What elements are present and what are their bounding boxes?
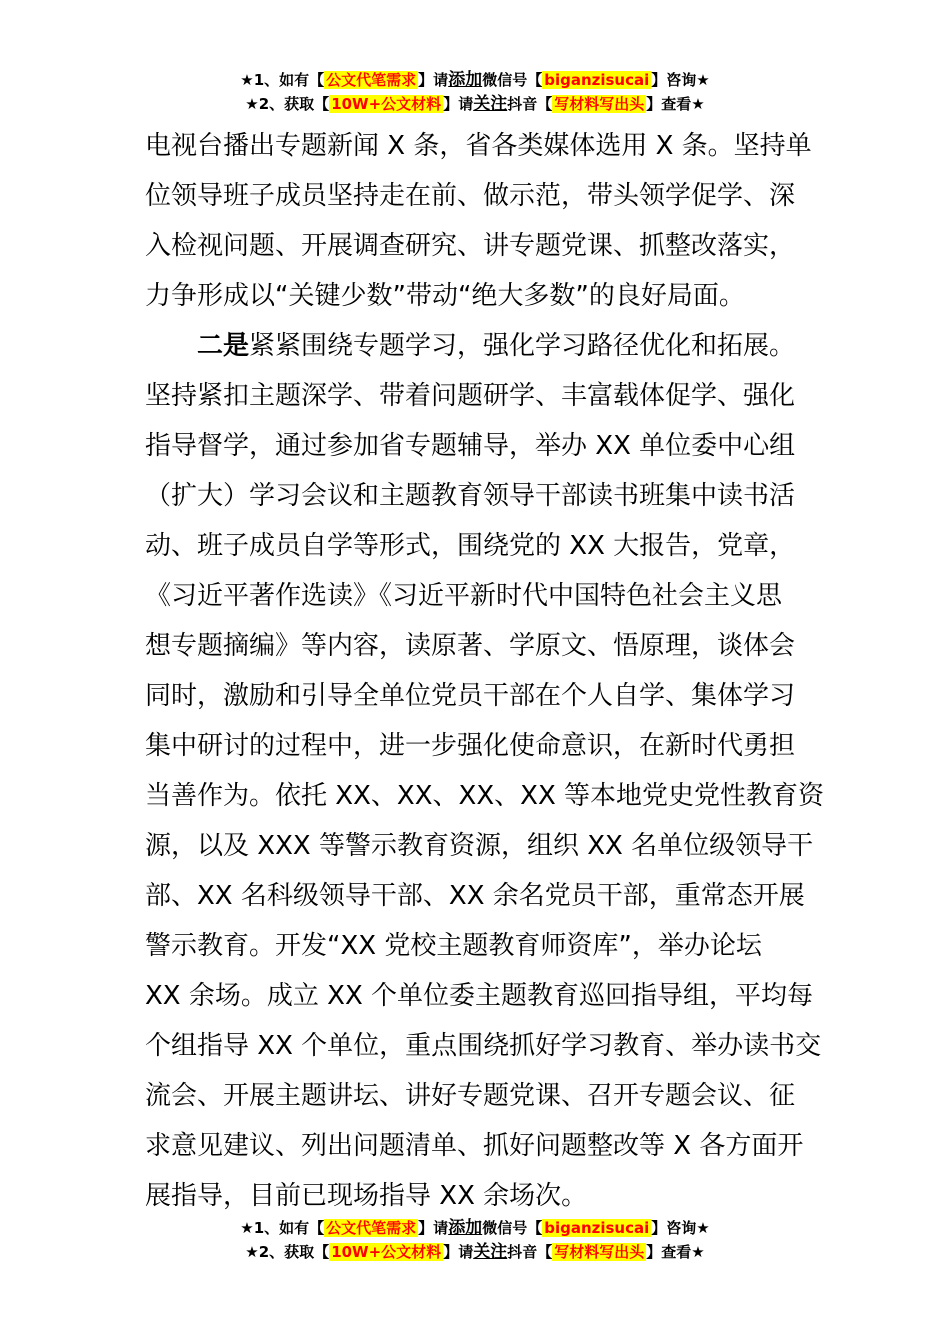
banner-text: 】请 xyxy=(418,1219,449,1237)
text-line: 当善作为。依托 XX、XX、XX、XX 等本地党史党性教育资 xyxy=(145,781,825,811)
text-line: 力争形成以“关键少数”带动“绝大多数”的良好局面。 xyxy=(145,281,745,311)
banner-underline: 关注 xyxy=(473,1242,508,1262)
banner-line-2 xyxy=(0,92,950,116)
banner-text: ★1、如有【 xyxy=(240,1219,325,1237)
text-fragment: 紧紧围绕专题学习，强化学习路径优化和拓展。 xyxy=(249,331,796,361)
text-line: 部、XX 名科级领导干部、XX 余名党员干部，重常态开展 xyxy=(145,881,805,911)
text-line: 电视台播出专题新闻 X 条，省各类媒体选用 X 条。坚持单 xyxy=(145,131,812,161)
text-line: 《习近平著作选读》《习近平新时代中国特色社会主义思 xyxy=(145,581,783,611)
banner-highlight: 10W+公文材料 xyxy=(331,1243,442,1261)
banner-text: 】请 xyxy=(418,71,449,89)
document-body xyxy=(145,121,825,1221)
banner-line-1 xyxy=(0,68,950,92)
banner-highlight: 公文代笔需求 xyxy=(326,71,417,89)
banner-underline: 添加 xyxy=(448,70,483,90)
banner-text: 微信号【 xyxy=(482,71,543,89)
banner-text: 】咨询★ xyxy=(651,1219,710,1237)
header-banner xyxy=(0,68,950,116)
banner-text: ★1、如有【 xyxy=(240,71,325,89)
banner-text: 】查看★ xyxy=(646,1243,705,1261)
banner-highlight: biganzisucai xyxy=(544,71,650,89)
banner-text: 微信号【 xyxy=(482,1219,543,1237)
banner-highlight: biganzisucai xyxy=(544,1219,650,1237)
banner-text: 抖音【 xyxy=(507,1243,553,1261)
banner-text: ★2、获取【 xyxy=(245,1243,330,1261)
banner-text: 】查看★ xyxy=(646,95,705,113)
text-line: 坚持紧扣主题深学、带着问题研学、丰富载体促学、强化 xyxy=(145,381,796,411)
text-line: 求意见建议、列出问题清单、抓好问题整改等 X 各方面开 xyxy=(145,1131,804,1161)
text-line: 指导督学，通过参加省专题辅导，举办 XX 单位委中心组 xyxy=(145,431,796,461)
banner-text: 抖音【 xyxy=(507,95,553,113)
text-line: 位领导班子成员坚持走在前、做示范，带头领学促学、深 xyxy=(145,181,796,211)
text-line: 展指导，目前已现场指导 XX 余场次。 xyxy=(145,1181,588,1211)
text-line: 集中研讨的过程中，进一步强化使命意识，在新时代勇担 xyxy=(145,731,796,761)
banner-underline: 添加 xyxy=(448,1218,483,1238)
text-line: （扩大）学习会议和主题教育领导干部读书班集中读书活 xyxy=(145,481,796,511)
banner-underline: 关注 xyxy=(473,94,508,114)
banner-text: ★2、获取【 xyxy=(245,95,330,113)
text-line: 源，以及 XXX 等警示教育资源，组织 XX 名单位级领导干 xyxy=(145,831,814,861)
text-line: 同时，激励和引导全单位党员干部在个人自学、集体学习 xyxy=(145,681,796,711)
banner-highlight: 写材料写出头 xyxy=(554,1243,645,1261)
paragraph-1 xyxy=(145,121,812,321)
paragraph-lead: 二是 xyxy=(197,331,250,361)
text-line-first xyxy=(145,321,807,371)
banner-text: 】咨询★ xyxy=(651,71,710,89)
paragraph-2 xyxy=(145,321,825,1221)
banner-highlight: 公文代笔需求 xyxy=(326,1219,417,1237)
text-line: 想专题摘编》等内容，读原著、学原文、悟原理，谈体会 xyxy=(145,631,796,661)
banner-text: 】请 xyxy=(443,95,474,113)
banner-highlight: 写材料写出头 xyxy=(554,95,645,113)
text-line: 流会、开展主题讲坛、讲好专题党课、召开专题会议、征 xyxy=(145,1081,796,1111)
text-line: 动、班子成员自学等形式，围绕党的 XX 大报告，党章， xyxy=(145,531,796,561)
text-line: XX 余场。成立 XX 个单位委主题教育巡回指导组，平均每 xyxy=(145,981,814,1011)
banner-text: 】请 xyxy=(443,1243,474,1261)
banner-line-1 xyxy=(0,1216,950,1240)
banner-highlight: 10W+公文材料 xyxy=(331,95,442,113)
text-line: 入检视问题、开展调查研究、讲专题党课、抓整改落实， xyxy=(145,231,796,261)
text-line: 个组指导 XX 个单位，重点围绕抓好学习教育、举办读书交 xyxy=(145,1031,822,1061)
text-line: 警示教育。开发“XX 党校主题教育师资库”，举办论坛 xyxy=(145,931,762,961)
banner-line-2 xyxy=(0,1240,950,1264)
footer-banner xyxy=(0,1216,950,1264)
